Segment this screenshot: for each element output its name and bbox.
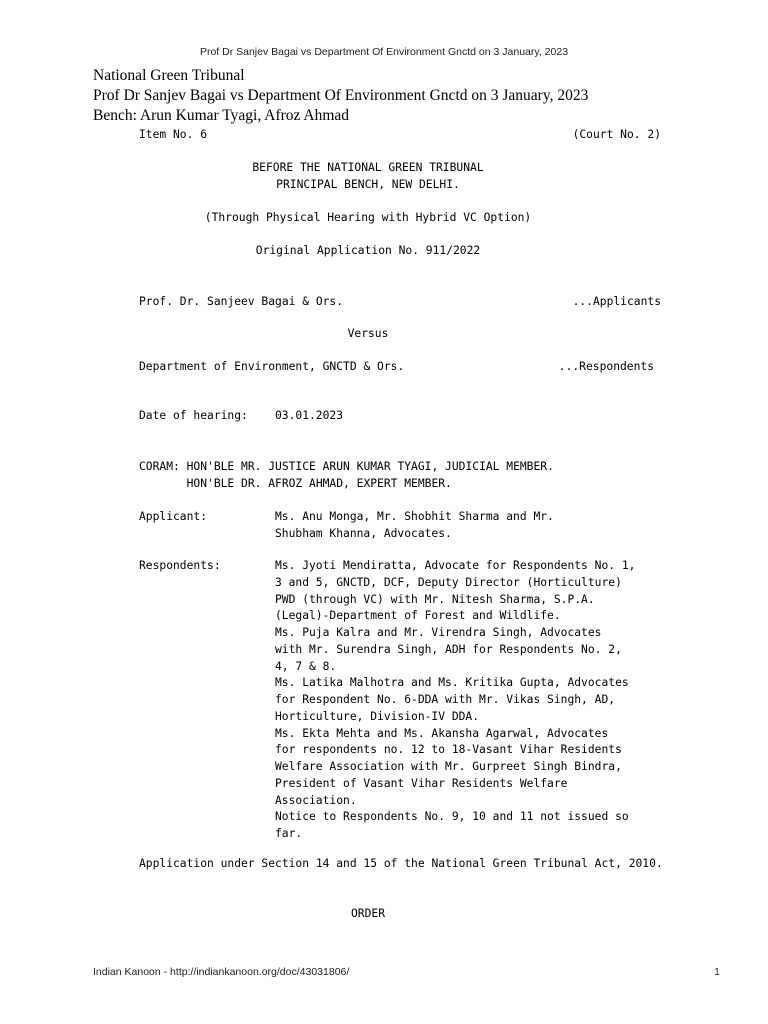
- applicant-counsel-line: Shubham Khanna, Advocates.: [275, 526, 452, 540]
- respondent-counsel-line: President of Vasant Vihar Residents Welfare: [275, 776, 568, 790]
- applicant-counsel-line: Ms. Anu Monga, Mr. Shobhit Sharma and Mr.: [275, 510, 554, 523]
- item-number: Item No. 6: [139, 128, 208, 141]
- respondent-counsel-line: Ms. Latika Malhotra and Ms. Kritika Gupta, Advocates: [275, 676, 629, 690]
- respondent-counsel-line: for respondents no. 12 to 18-Vasant Vihar Residents: [275, 743, 622, 757]
- court-number: (Court No. 2): [572, 128, 661, 141]
- footer-source-link[interactable]: Indian Kanoon - http://indiankanoon.org/doc/43031806/: [93, 966, 350, 978]
- page-number: 1: [714, 966, 720, 978]
- hearing-mode: (Through Physical Hearing with Hybrid VC Option): [204, 211, 532, 224]
- respondent-counsel-line: far.: [275, 827, 303, 840]
- respondent-counsel-line: Ms. Jyoti Mendiratta, Advocate for Respondents No. 1,: [275, 559, 636, 572]
- respondent-counsel-line: (Legal)-Department of Forest and Wildlife.: [275, 609, 561, 623]
- respondents-counsel: [275, 558, 635, 843]
- principal-bench-line: PRINCIPAL BENCH, NEW DELHI.: [276, 178, 460, 191]
- respondent-party: Department of Environment, GNCTD & Ors.: [139, 360, 405, 373]
- coram-line-1: CORAM: HON'BLE MR. JUSTICE ARUN KUMAR TYAGI, JUDICIAL MEMBER.: [139, 460, 554, 473]
- running-header: Prof Dr Sanjev Bagai vs Department Of Environment Gnctd on 3 January, 2023: [199, 46, 569, 58]
- respondent-counsel-line: Association.: [275, 793, 357, 807]
- respondent-counsel-line: 3 and 5, GNCTD, DCF, Deputy Director (Horticulture): [275, 575, 622, 589]
- respondent-counsel-line: for Respondent No. 6-DDA with Mr. Vikas Singh, AD,: [275, 693, 616, 706]
- respondents-label: Respondents:: [139, 559, 221, 572]
- application-under-statement: Application under Section 14 and 15 of the National Green Tribunal Act, 2010.: [139, 857, 663, 870]
- applicant-party: Prof. Dr. Sanjeev Bagai & Ors.: [139, 295, 344, 308]
- respondent-counsel-line: Ms. Ekta Mehta and Ms. Akansha Agarwal, Advocates: [275, 726, 609, 740]
- respondent-counsel-line: Horticulture, Division-IV DDA.: [275, 709, 480, 723]
- respondent-counsel-line: 4, 7 & 8.: [275, 659, 337, 673]
- document-heading: [93, 66, 588, 126]
- respondent-counsel-line: Notice to Respondents No. 9, 10 and 11 not issued so: [275, 810, 629, 824]
- bench-line: Bench: Arun Kumar Tyagi, Afroz Ahmad: [93, 107, 350, 124]
- date-label: Date of hearing:: [139, 409, 248, 422]
- respondent-counsel-line: PWD (through VC) with Mr. Nitesh Sharma, S.P.A.: [275, 592, 595, 606]
- court-name: National Green Tribunal: [93, 67, 245, 84]
- applicant-role: ...Applicants: [572, 295, 661, 308]
- respondent-counsel-line: with Mr. Surendra Singh, ADH for Respondents No. 2,: [275, 642, 622, 656]
- respondent-role: ...Respondents: [558, 360, 654, 373]
- applicant-label: Applicant:: [139, 510, 208, 523]
- date-value: 03.01.2023: [275, 409, 344, 422]
- respondent-counsel-line: Ms. Puja Kalra and Mr. Virendra Singh, Advocates: [275, 626, 602, 639]
- application-number: Original Application No. 911/2022: [255, 244, 481, 257]
- versus-label: Versus: [347, 327, 389, 340]
- order-heading: ORDER: [350, 907, 385, 920]
- coram-line-2: HON'BLE DR. AFROZ AHMAD, EXPERT MEMBER.: [139, 477, 452, 490]
- before-tribunal-line: BEFORE THE NATIONAL GREEN TRIBUNAL: [252, 161, 484, 174]
- document-title: Prof Dr Sanjev Bagai vs Department Of Environment Gnctd on 3 January, 2023: [93, 87, 589, 104]
- respondent-counsel-line: Welfare Association with Mr. Gurpreet Singh Bindra,: [275, 760, 622, 773]
- applicant-counsel: [275, 509, 554, 543]
